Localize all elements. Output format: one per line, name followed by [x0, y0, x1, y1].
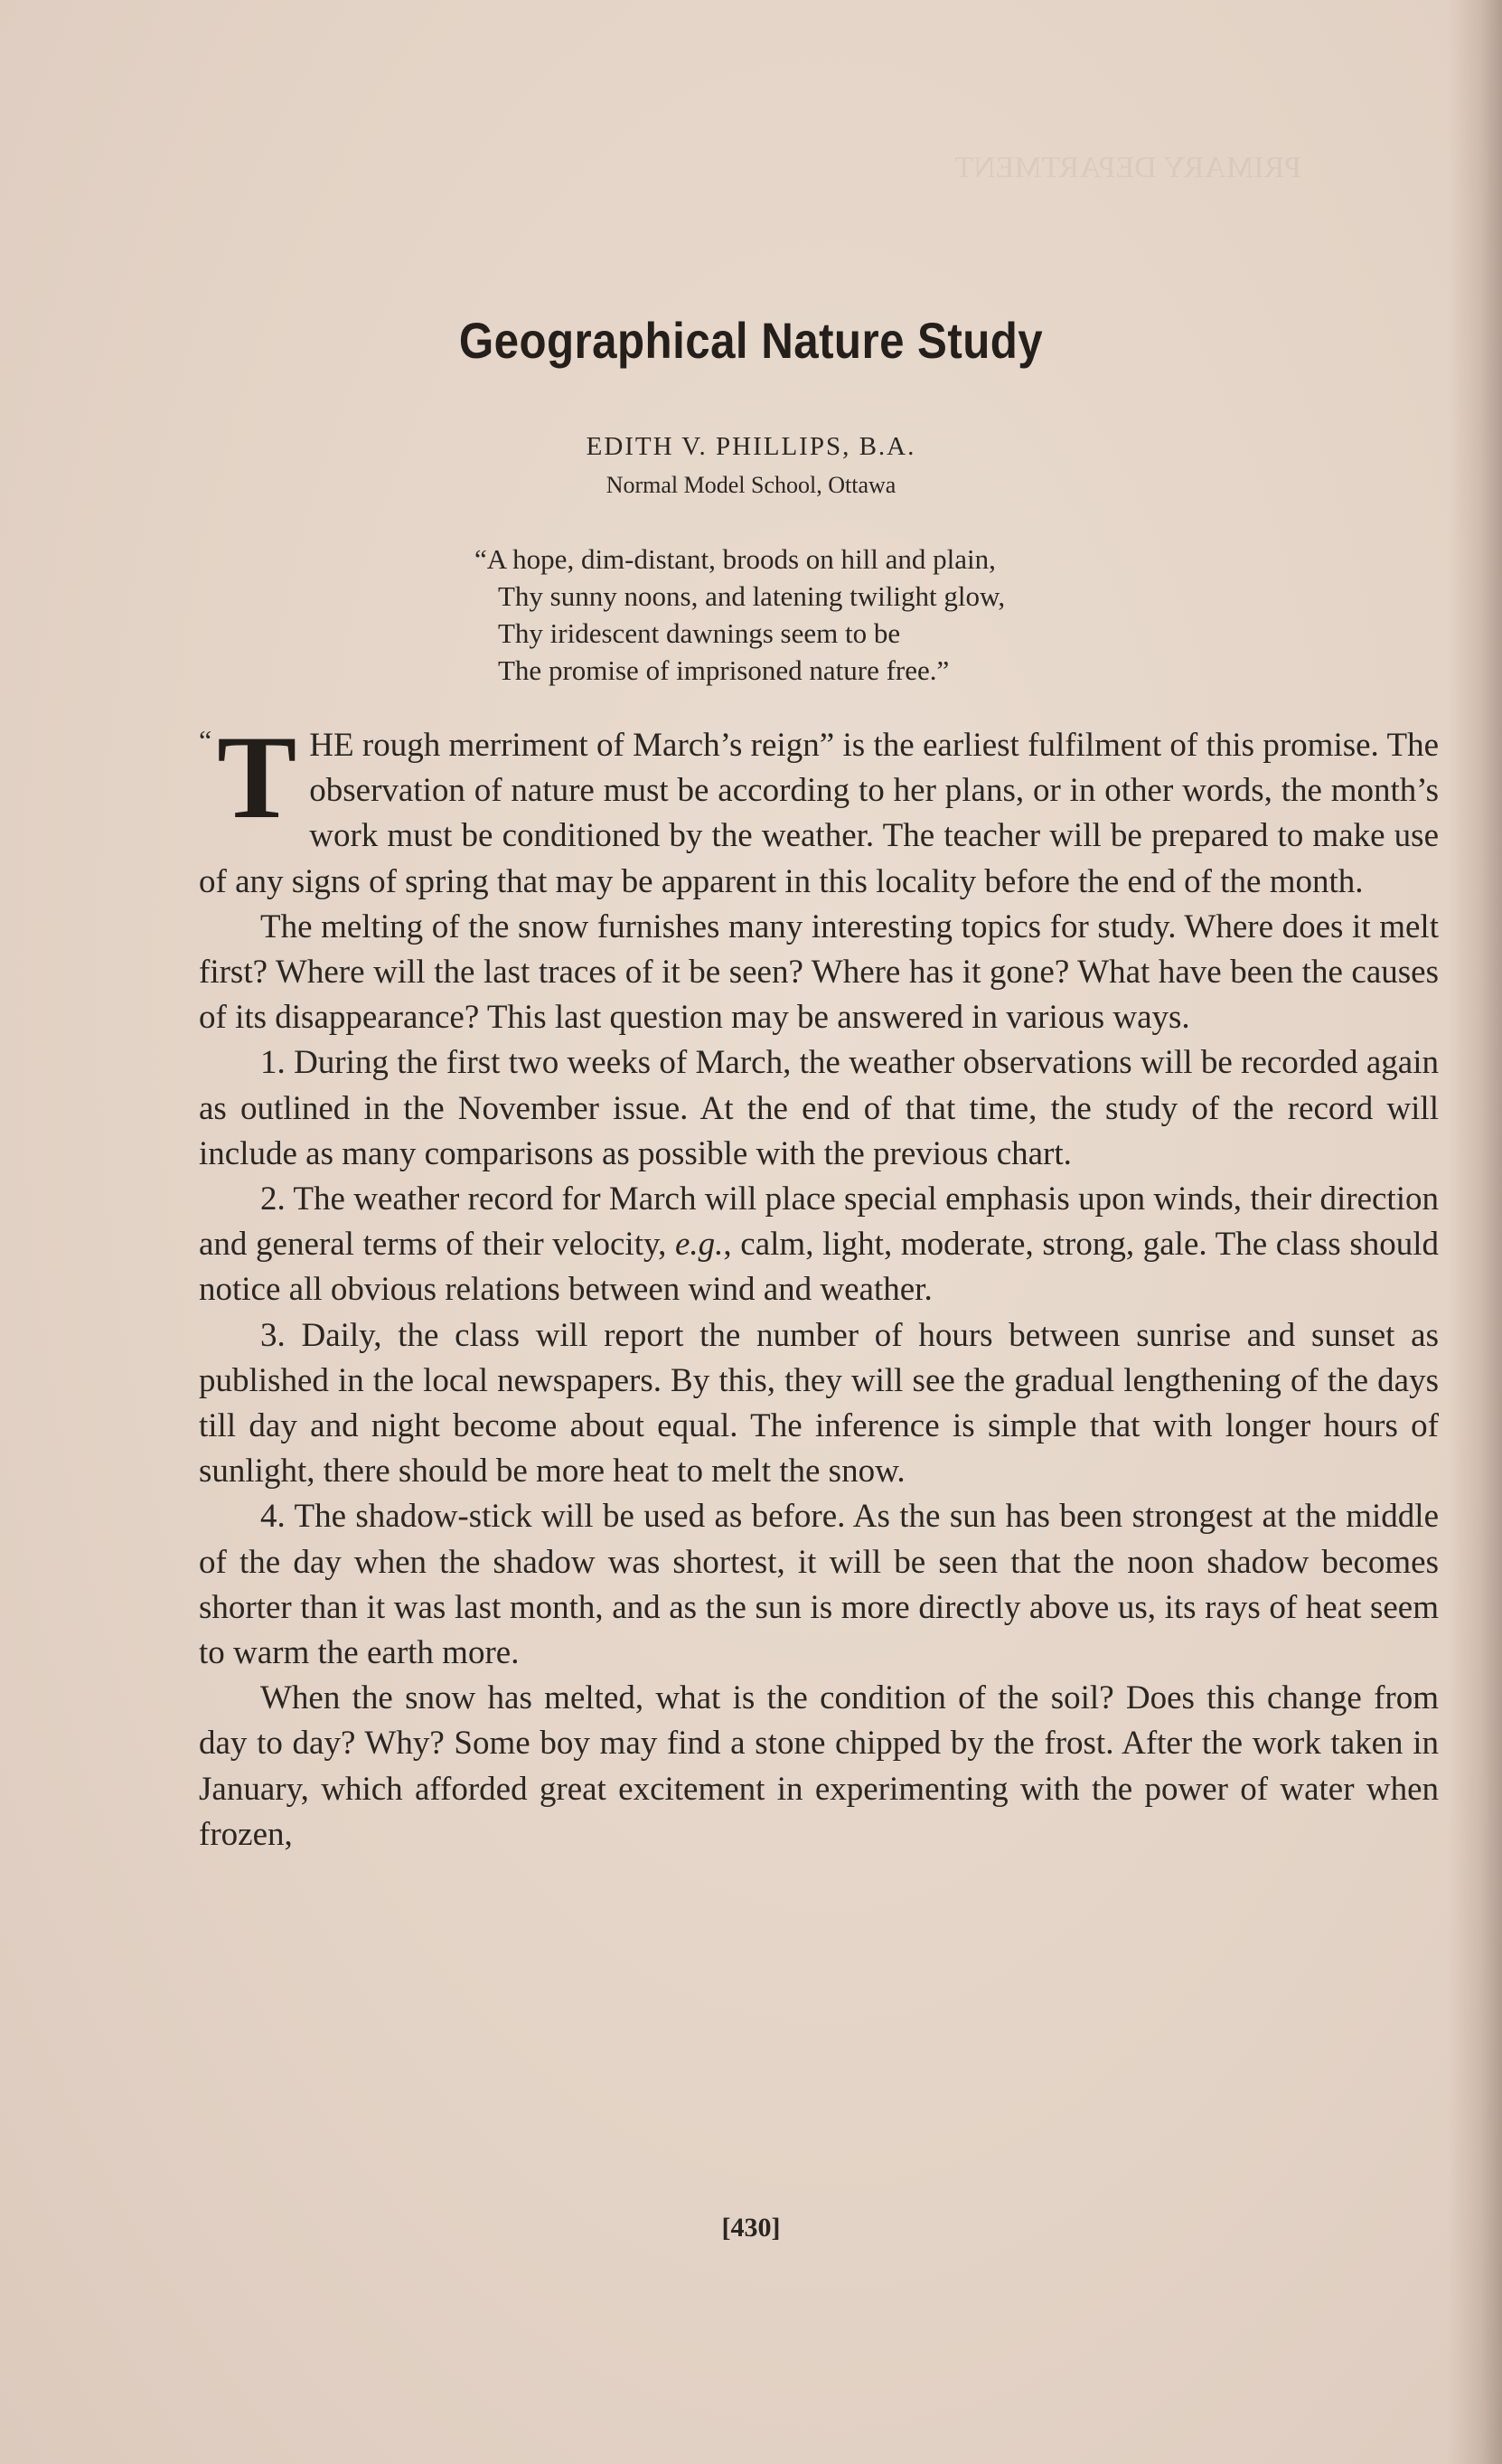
epigraph	[474, 541, 1005, 689]
author-affiliation: Normal Model School, Ottawa	[605, 472, 897, 498]
drop-cap-letter: T	[217, 710, 297, 843]
article-title: Geographical Nature Study	[458, 312, 1044, 369]
opening-quote: “	[199, 724, 212, 757]
italic-eg: e.g.	[674, 1226, 724, 1264]
paragraph-7: When the snow has melted, what is the condition of the soil? Does this change from day to day? Why? Some boy may find a stone chipped by the frost. After the work taken in January, which afforded great excitement in experimenting with the power of water when frozen,	[199, 1679, 1439, 1853]
paragraph-3: 1. During the first two weeks of March, the weather observations will be recorded again as outlined in the November issue. At the end of that time, the study of the record will include as many comparisons as possible with the previous chart.	[199, 1044, 1439, 1172]
epigraph-line: Thy sunny noons, and latening twilight glow,	[498, 580, 1006, 612]
paragraph-4	[199, 1177, 1439, 1313]
paragraph-text: HE rough merriment of March’s reign” is the earliest fulfilment of this promise. The observation of nature must be according to her plans, or in other words, the month’s work must be conditioned by the weather. The teacher will be prepared to make use of any signs of spring that may be apparent in this locality before the end of the month.	[199, 727, 1439, 900]
epigraph-line: “A hope, dim-distant, broods on hill and plain,	[474, 543, 996, 575]
article-body	[199, 710, 1439, 1857]
paragraph-text: , calm, light, moderate, strong, gale. The class should notice all obvious relations between wind and weather.	[199, 1226, 1439, 1309]
page-edge-shadow	[1448, 0, 1502, 2464]
article-author: EDITH V. PHILLIPS, B.A.	[586, 432, 916, 461]
paragraph-5: 3. Daily, the class will report the number of hours between sunrise and sunset as published in the local newspapers. By this, they will see the gradual lengthening of the days till day and night become about equal. The inference is simple that with longer hours of sunlight, there should be more heat to melt the snow.	[199, 1316, 1439, 1491]
drop-cap-group	[199, 710, 297, 844]
bleed-through-text: PRIMARY DEPARTMENT	[954, 151, 1301, 184]
page-number: [430]	[721, 2213, 781, 2243]
epigraph-line: The promise of imprisoned nature free.”	[498, 654, 950, 686]
paragraph-text: 2. The weather record for March will place special emphasis upon winds, their direction and general terms of their velocity,	[199, 1180, 1439, 1264]
paragraph-6: 4. The shadow-stick will be used as before. As the sun has been strongest at the middle of the day when the shadow was shortest, it will be seen that the noon shadow becomes shorter than it was last month, and as the sun is more directly above us, its rays of heat seem to warm the earth more.	[199, 1498, 1439, 1672]
paragraph-1	[199, 710, 1439, 905]
paragraph-2: The melting of the snow furnishes many interesting topics for study. Where does it melt first? Where will the last traces of it be seen? Where has it gone? What have been the causes of its disappearance? This last question may be answered in various ways.	[199, 908, 1439, 1037]
epigraph-line: Thy iridescent dawnings seem to be	[498, 617, 901, 649]
